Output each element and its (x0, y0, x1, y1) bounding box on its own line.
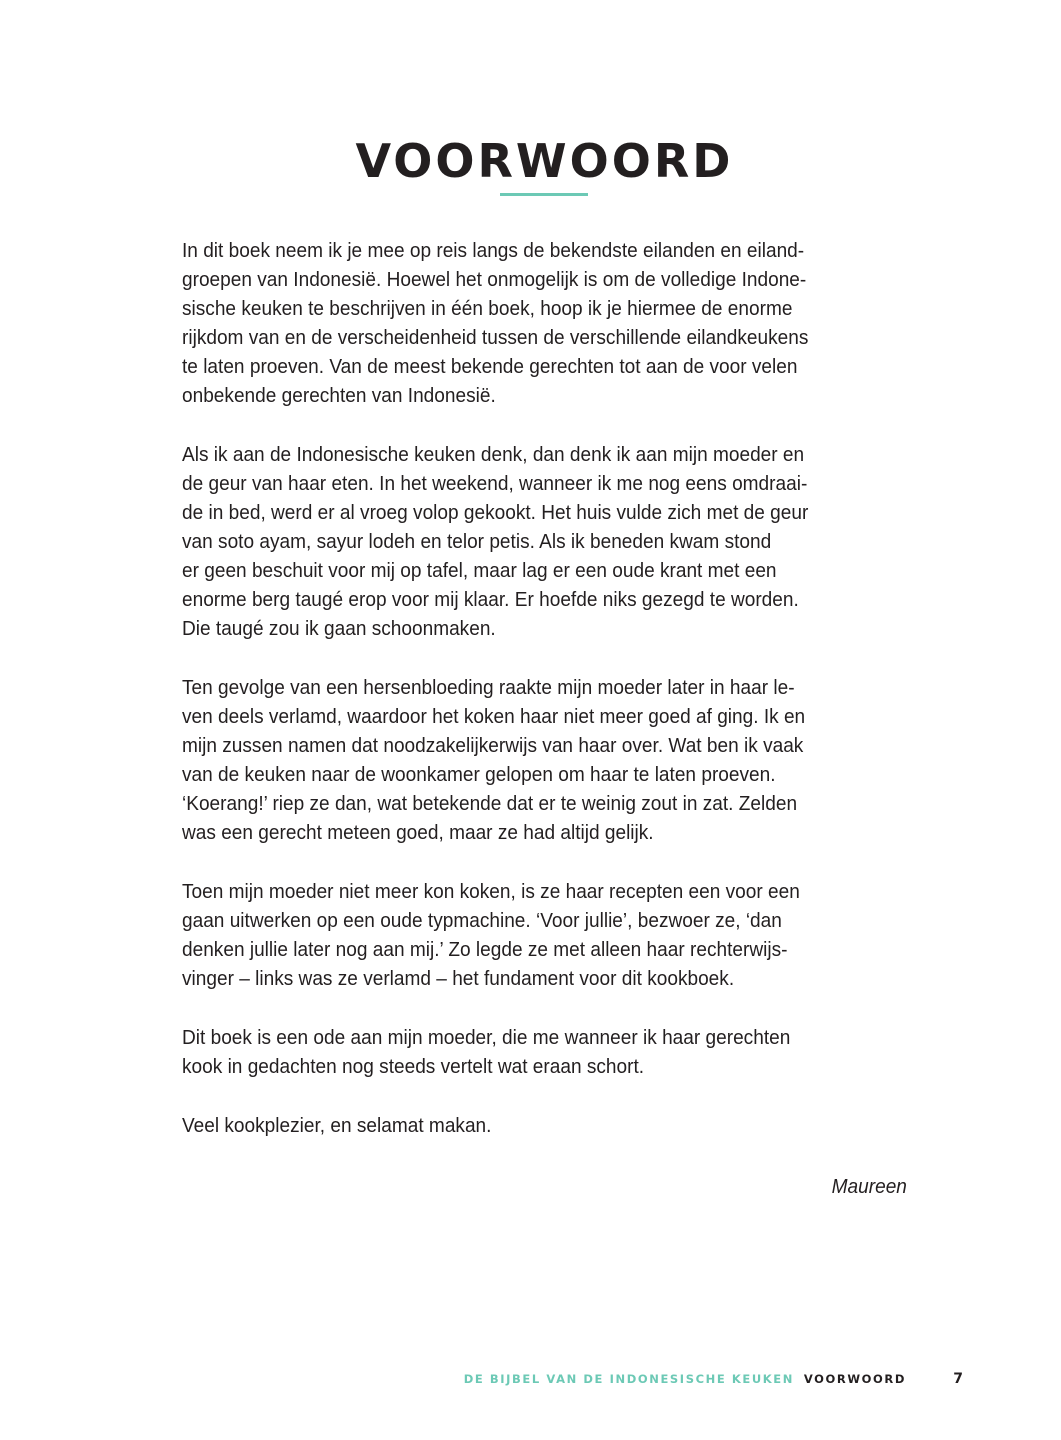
text-line: de in bed, werd er al vroeg volop gekookt. Het huis vulde zich met de geur (182, 501, 809, 524)
text-line: groepen van Indonesië. Hoewel het onmogelijk is om de volledige Indone- (182, 268, 807, 291)
text-line: er geen beschuit voor mij op tafel, maar lag er een oude krant met een (182, 559, 777, 582)
text-line: de geur van haar eten. In het weekend, wanneer ik me nog eens omdraai- (182, 472, 808, 495)
text-line: Ten gevolge van een hersenbloeding raakte mijn moeder later in haar le- (182, 676, 795, 699)
paragraph (182, 1023, 922, 1081)
running-section-title: VOORWOORD (803, 1372, 906, 1386)
page-title: VOORWOORD (355, 133, 734, 188)
paragraph (182, 673, 922, 847)
text-line: mijn zussen namen dat noodzakelijkerwijs van haar over. Wat ben ik vaak (182, 734, 804, 757)
paragraph (182, 877, 922, 993)
text-line: Dit boek is een ode aan mijn moeder, die me wanneer ik haar gerechten (182, 1026, 791, 1049)
text-line: onbekende gerechten van Indonesië. (182, 384, 496, 407)
text-line: Toen mijn moeder niet meer kon koken, is ze haar recepten een voor een (182, 880, 800, 903)
text-line: Veel kookplezier, en selamat makan. (182, 1114, 492, 1137)
running-book-title: DE BIJBEL VAN DE INDONESISCHE KEUKEN (463, 1372, 794, 1386)
text-line: van de keuken naar de woonkamer gelopen om haar te laten proeven. (182, 763, 776, 786)
page-footer (0, 1369, 1061, 1389)
text-line: gaan uitwerken op een oude typmachine. ‘Voor jullie’, bezwoer ze, ‘dan (182, 909, 782, 932)
title-divider (500, 193, 588, 196)
text-line: sische keuken te beschrijven in één boek, hoop ik je hiermee de enorme (182, 297, 793, 320)
text-line: te laten proeven. Van de meest bekende gerechten tot aan de voor velen (182, 355, 798, 378)
text-line: rijkdom van en de verscheidenheid tussen de verschillende eilandkeukens (182, 326, 809, 349)
text-line: van soto ayam, sayur lodeh en telor petis. Als ik beneden kwam stond (182, 530, 772, 553)
text-line: denken jullie later nog aan mij.’ Zo legde ze met alleen haar rechterwijs- (182, 938, 788, 961)
body-text (182, 236, 922, 1170)
page-number: 7 (953, 1371, 963, 1387)
text-line: kook in gedachten nog steeds vertelt wat eraan schort. (182, 1055, 645, 1078)
text-line: was een gerecht meteen goed, maar ze had altijd gelijk. (182, 821, 654, 844)
text-line: ven deels verlamd, waardoor het koken haar niet meer goed af ging. Ik en (182, 705, 806, 728)
paragraph (182, 1111, 922, 1140)
text-line: Die taugé zou ik gaan schoonmaken. (182, 617, 496, 640)
text-line: In dit boek neem ik je mee op reis langs de bekendste eilanden en eiland- (182, 239, 805, 262)
signature: Maureen (831, 1175, 907, 1198)
text-line: vinger – links was ze verlamd – het fundament voor dit kookboek. (182, 967, 735, 990)
text-line: Als ik aan de Indonesische keuken denk, dan denk ik aan mijn moeder en (182, 443, 805, 466)
text-line: enorme berg taugé erop voor mij klaar. Er hoefde niks gezegd te worden. (182, 588, 799, 611)
paragraph (182, 236, 922, 410)
text-line: ‘Koerang!’ riep ze dan, wat betekende dat er te weinig zout in zat. Zelden (182, 792, 798, 815)
paragraph (182, 440, 922, 643)
